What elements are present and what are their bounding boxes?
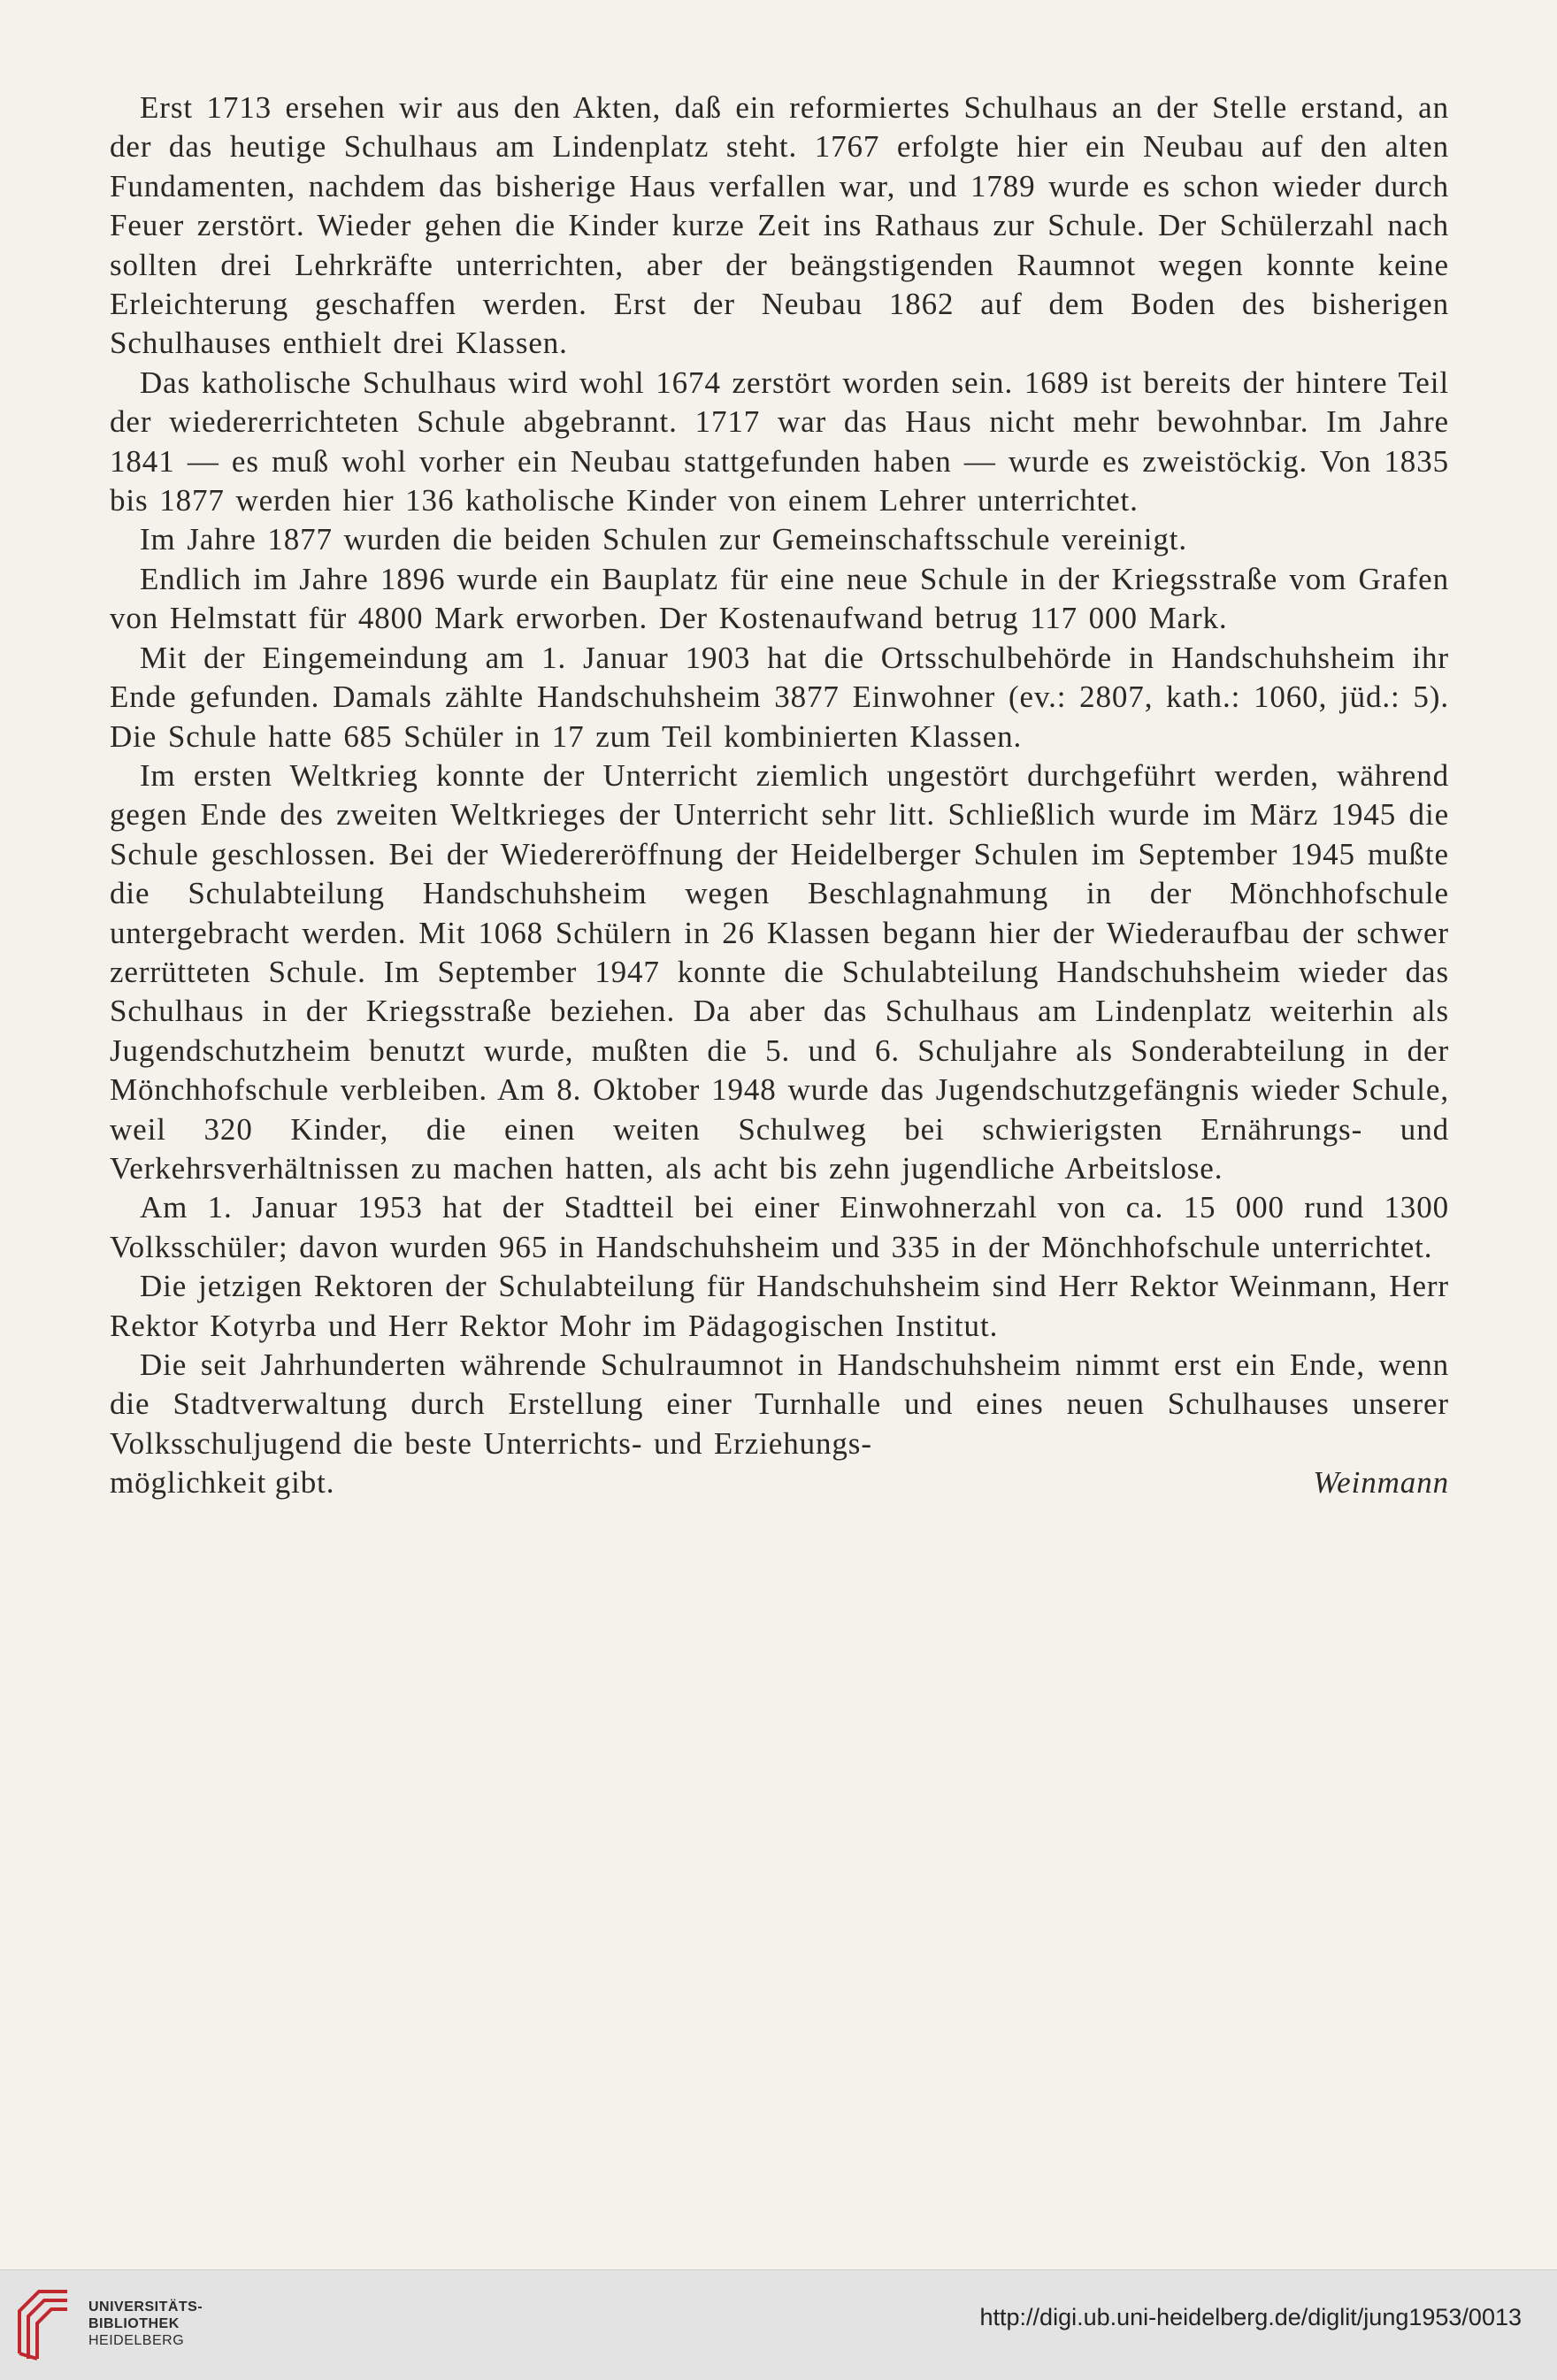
paragraph-8: Die jetzigen Rektoren der Schulabteilung für Handschuhsheim sind Herr Rektor Weinmann, Herr Rektor Kotyrba und Herr Rektor Mohr im Pädagogischen Institut. — [110, 1269, 1449, 1343]
closing-line — [110, 1463, 1449, 1502]
library-name-line3: HEIDELBERG — [88, 2333, 185, 2348]
paragraph-4: Endlich im Jahre 1896 wurde ein Bauplatz für eine neue Schule in der Kriegsstraße vom Grafen von Helmstatt für 4800 Mark erworben. Der Kostenaufwand betrug 117 000 Mark. — [110, 561, 1449, 636]
paragraph-3: Im Jahre 1877 wurden die beiden Schulen zur Gemeinschaftsschule vereinigt. — [140, 522, 1188, 557]
source-url-link[interactable]: http://digi.ub.uni-heidelberg.de/diglit/jung1953/0013 — [979, 2304, 1522, 2330]
paragraph-9: Die seit Jahrhunderten währende Schulraumnot in Handschuhsheim nimmt erst ein Ende, wenn die Stadtverwaltung durch Erstellung einer Turnhalle und eines neuen Schulhauses unserer Volksschuljugend die beste Unterrichts- und Erziehungs- — [110, 1347, 1449, 1461]
ub-heidelberg-logo-icon[interactable] — [12, 2284, 74, 2364]
article-body — [110, 88, 1449, 1503]
library-name-line2: BIBLIOTHEK — [88, 2316, 180, 2331]
library-name — [88, 2299, 203, 2349]
paragraph-1: Erst 1713 ersehen wir aus den Akten, daß ein reformiertes Schulhaus an der Stelle erstand, an der das heutige Schulhaus am Lindenplatz steht. 1767 erfolgte hier ein Neubau auf den alten Fundamenten, nachdem das bisherige Haus verfallen war, und 1789 wurde es schon wieder durch Feuer zerstört. Wieder gehen die Kinder kurze Zeit ins Rathaus zur Schule. Der Schülerzahl nach sollten drei Lehrkräfte unterrichten, aber der beängstigenden Raumnot wegen konnte keine Erleichterung geschaffen werden. Erst der Neubau 1862 auf dem Boden des bisherigen Schulhauses enthielt drei Klassen. — [110, 90, 1449, 361]
paragraph-2: Das katholische Schulhaus wird wohl 1674 zerstört worden sein. 1689 ist bereits der hintere Teil der wiedererrichteten Schule abgebrannt. 1717 war das Haus nicht mehr bewohnbar. Im Jahre 1841 — es muß wohl vorher ein Neubau stattgefunden haben — wurde es zweistöckig. Von 1835 bis 1877 werden hier 136 katholische Kinder von einem Lehrer unterrichtet. — [110, 365, 1449, 518]
author-signature: Weinmann — [1313, 1465, 1449, 1501]
closing-text: möglichkeit gibt. — [110, 1465, 335, 1501]
paragraph-5: Mit der Eingemeindung am 1. Januar 1903 hat die Ortsschulbehörde in Handschuhsheim ihr Ende gefunden. Damals zählte Handschuhsheim 3877 Einwohner (ev.: 2807, kath.: 1060, jüd.: 5). Die Schule hatte 685 Schüler in 17 zum Teil kombinierten Klassen. — [110, 640, 1449, 754]
library-name-line1: UNIVERSITÄTS- — [88, 2299, 203, 2315]
paragraph-7: Am 1. Januar 1953 hat der Stadtteil bei einer Einwohnerzahl von ca. 15 000 rund 1300 Volksschüler; davon wurden 965 in Handschuhsheim und 335 in der Mönchhofschule unterrichtet. — [110, 1190, 1449, 1264]
digitization-footer — [0, 2269, 1557, 2380]
paragraph-6: Im ersten Weltkrieg konnte der Unterricht ziemlich ungestört durchgeführt werden, während gegen Ende des zweiten Weltkrieges der Unterricht sehr litt. Schließlich wurde im März 1945 die Schule geschlossen. Bei der Wiedereröffnung der Heidelberger Schulen im September 1945 mußte die Schulabteilung Handschuhsheim wegen Beschlagnahmung in der Mönchhofschule untergebracht werden. Mit 1068 Schülern in 26 Klassen begann hier der Wiederaufbau der schwer zerrütteten Schule. Im September 1947 konnte die Schulabteilung Handschuhsheim wieder das Schulhaus in der Kriegsstraße beziehen. Da aber das Schulhaus am Lindenplatz weiterhin als Jugendschutzheim benutzt wurde, mußten die 5. und 6. Schuljahre als Sonderabteilung in der Mönchhofschule verbleiben. Am 8. Oktober 1948 wurde das Jugendschutzgefängnis wieder Schule, weil 320 Kinder, die einen weiten Schulweg bei schwierigsten Ernährungs- und Verkehrsverhältnissen zu machen hatten, als acht bis zehn jugendliche Arbeitslose. — [110, 757, 1449, 1186]
